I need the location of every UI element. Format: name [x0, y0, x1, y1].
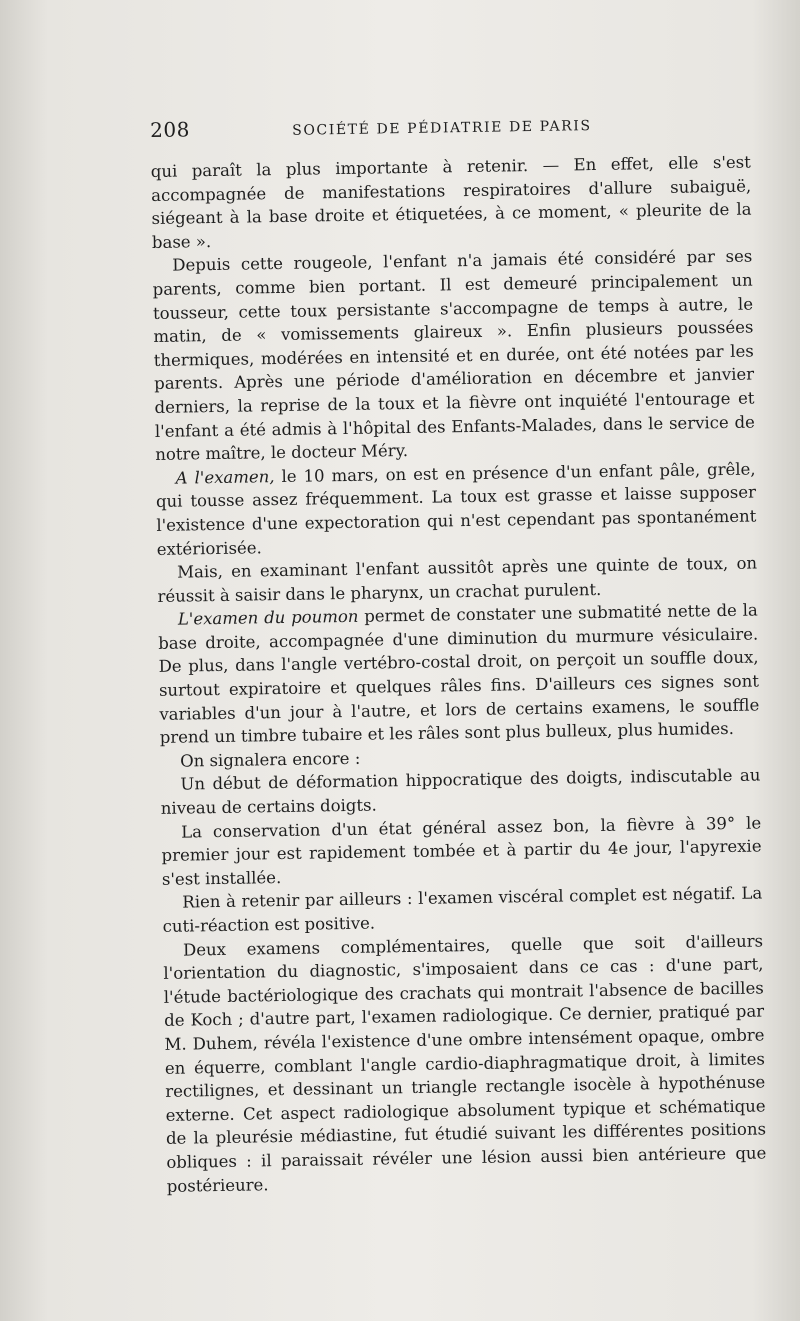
paragraph-text: La conservation d'un état général assez bon, la fièvre à 39° le premier jour est rapidement tombée et à partir du 4e jour, l'apyrexie s'est installée. — [161, 813, 762, 889]
body-text — [151, 151, 767, 1198]
page-content — [150, 109, 767, 1198]
section-lead: A l'examen, — [175, 466, 275, 488]
paragraph-text: Mais, en examinant l'enfant aussitôt après une quinte de toux, on réussit à saisir dans le pharynx, un crachat purulent. — [157, 553, 758, 606]
paragraph — [163, 929, 767, 1198]
running-head: SOCIÉTÉ DE PÉDIATRIE DE PARIS — [292, 118, 592, 139]
paragraph-text: le 10 mars, on est en présence d'un enfant pâle, grêle, qui tousse assez fréquemment. La toux est grasse et laisse supposer l'existence d'une expectoration qui n'est cependant pas spontanément extériorisée. — [155, 459, 757, 559]
paragraph-text: Rien à retenir par ailleurs : l'examen viscéral complet est négatif. La cuti-réaction est positive. — [162, 883, 763, 936]
paragraph — [152, 245, 755, 467]
paragraph-text: permet de constater une submatité nette de la base droite, accompagnée d'une diminution du murmure vésiculaire. De plus, dans l'angle vertébro-costal droit, on perçoit un souffle doux, surtout expiratoire et quelques râles fins. D'ailleurs ces signes sont variables d'un jour à l'autre, et lors de certains examens, le souffle prend un timbre tubaire et les râles sont plus bulleux, plus humides. — [158, 600, 760, 748]
page-header — [150, 109, 750, 148]
paragraph-text: qui paraît la plus importante à retenir. — En effet, elle s'est accompagnée de manifestations respiratoires d'allure subaiguë, siégeant à la base droite et étiquetées, à ce moment, « pleurite de la base ». — [150, 152, 752, 252]
paragraph — [158, 599, 760, 750]
page-number: 208 — [150, 117, 191, 142]
section-lead: L'examen du poumon — [177, 607, 359, 629]
paragraph-text: On signalera encore : — [179, 748, 361, 771]
paragraph-text: Depuis cette rougeole, l'enfant n'a jamais été considéré par ses parents, comme bien portant. Il est demeuré principalement un tousseur, cette toux persistante s'accompagne de temps à autre, le matin, de « vomissements glaireux ». Enfin plusieurs poussées thermiques, modérées en intensité et en durée, ont été notées par les parents. Après une période d'amélioration en décembre et janvier derniers, la reprise de la toux et la fièvre ont inquiété l'entourage et l'enfant a été admis à l'hôpital des Enfants-Malades, dans le service de notre maître, le docteur Méry. — [152, 246, 755, 465]
paragraph — [161, 811, 762, 891]
paragraph-text: Deux examens complémentaires, quelle que soit d'ailleurs l'orientation du diagnostic, s'imposaient dans ce cas : d'une part, l'étude bactériologique des crachats qui montrait l'absence de bacilles de Koch ; d'autre part, l'examen radiologique. Ce dernier, pratiqué par M. Duhem, révéla l'existence d'une ombre intensément opaque, ombre en équerre, comblant l'angle cardio-diaphragmatique droit, à limites rectilignes, et dessinant un triangle rectangle isocèle à hypothénuse externe. Cet aspect radiologique absolument typique et schématique de la pleurésie médiastine, fut étudié suivant les différentes positions obliques : il paraissait révéler une lésion aussi bien antérieure que postérieure. — [163, 931, 767, 1196]
paragraph-text: Un début de déformation hippocratique des doigts, indiscutable au niveau de certains doigts. — [160, 765, 761, 818]
paragraph — [151, 151, 752, 255]
paragraph — [155, 457, 756, 561]
